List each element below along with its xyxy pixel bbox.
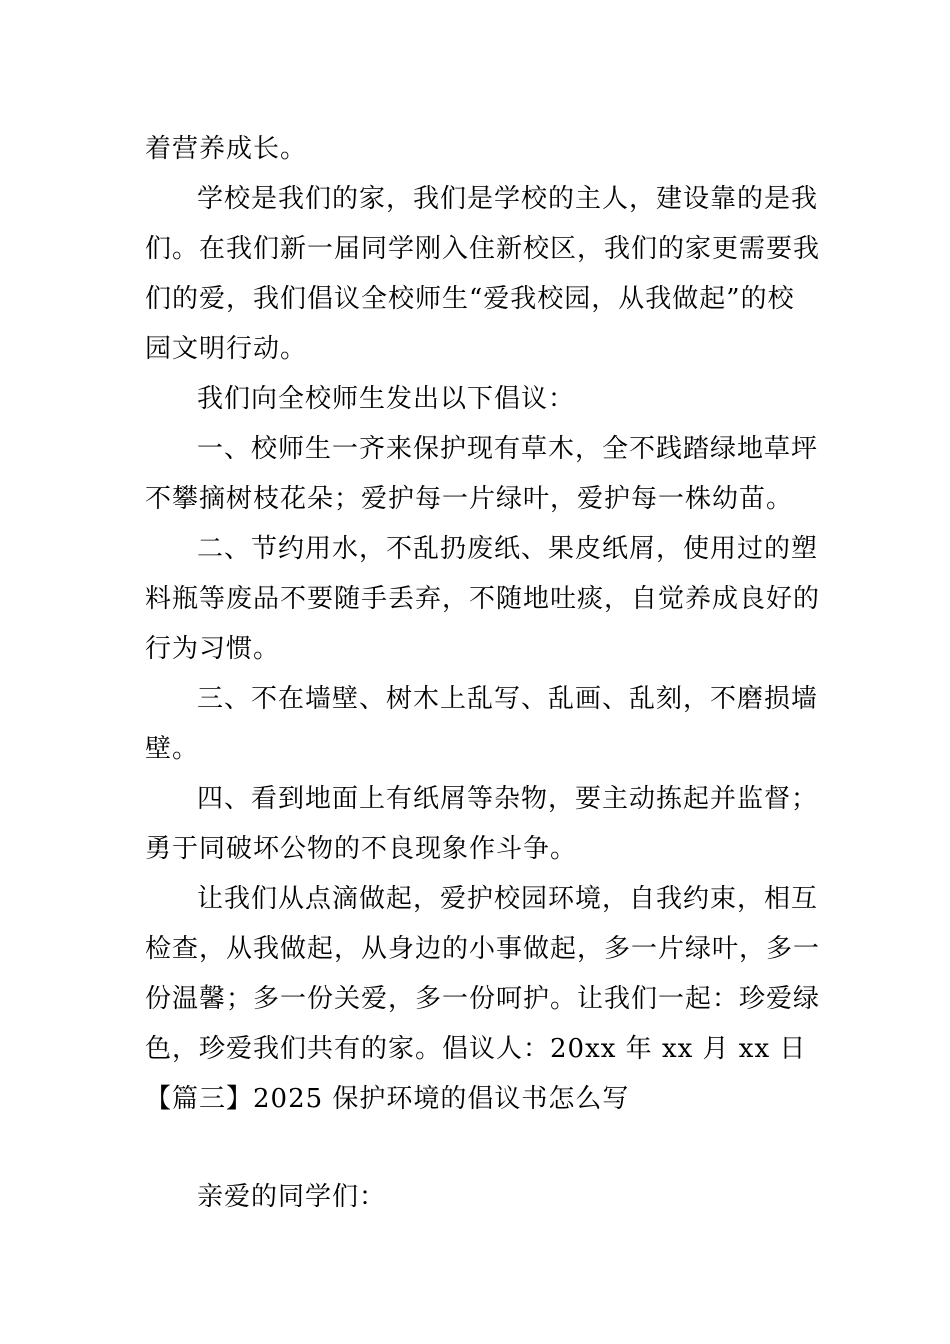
text-line: 着营养成长。 (145, 134, 308, 164)
text-line: 们。在我们新一届同学刚入住新校区，我们的家更需要我 (145, 234, 821, 264)
text-line: 学校是我们的家，我们是学校的主人，建设靠的是我 (197, 184, 819, 214)
text-line: 不攀摘树枝花朵；爱护每一片绿叶，爱护每一株幼苗。 (145, 484, 794, 514)
salutation: 亲爱的同学们： (197, 1182, 387, 1212)
text-line: 让我们从点滴做起，爱护校园环境，自我约束，相互 (197, 884, 819, 914)
text-line: 行为习惯。 (145, 634, 281, 664)
salutation-block (145, 1172, 805, 1222)
text-line: 勇于同破坏公物的不良现象作斗争。 (145, 834, 578, 864)
text-line: 三、不在墙壁、树木上乱写、乱画、乱刻，不磨损墙 (197, 684, 819, 714)
text-line: 我们向全校师生发出以下倡议： (197, 384, 576, 414)
text-line: 份温馨；多一份关爱，多一份呵护。让我们一起：珍爱绿 (145, 984, 821, 1014)
text-line: 一、校师生一齐来保护现有草木，全不践踏绿地草坪 (197, 434, 819, 464)
text-line-signature: 色，珍爱我们共有的家。倡议人：20xx 年 xx 月 xx 日 (145, 1034, 807, 1064)
text-line: 园文明行动。 (145, 334, 308, 364)
text-line: 壁。 (145, 734, 200, 764)
text-line: 二、节约用水，不乱扔废纸、果皮纸屑，使用过的塑 (197, 534, 819, 564)
section-heading: 【篇三】2025 保护环境的倡议书怎么写 (145, 1084, 630, 1114)
text-line: 四、看到地面上有纸屑等杂物，要主动拣起并监督； (197, 784, 819, 814)
text-line: 们的爱，我们倡议全校师生“爱我校园，从我做起”的校 (145, 284, 795, 314)
text-line: 料瓶等废品不要随手丢弃，不随地吐痰，自觉养成良好的 (145, 584, 821, 614)
document-body (145, 124, 821, 1124)
text-line: 检查，从我做起，从身边的小事做起，多一片绿叶，多一 (145, 934, 821, 964)
